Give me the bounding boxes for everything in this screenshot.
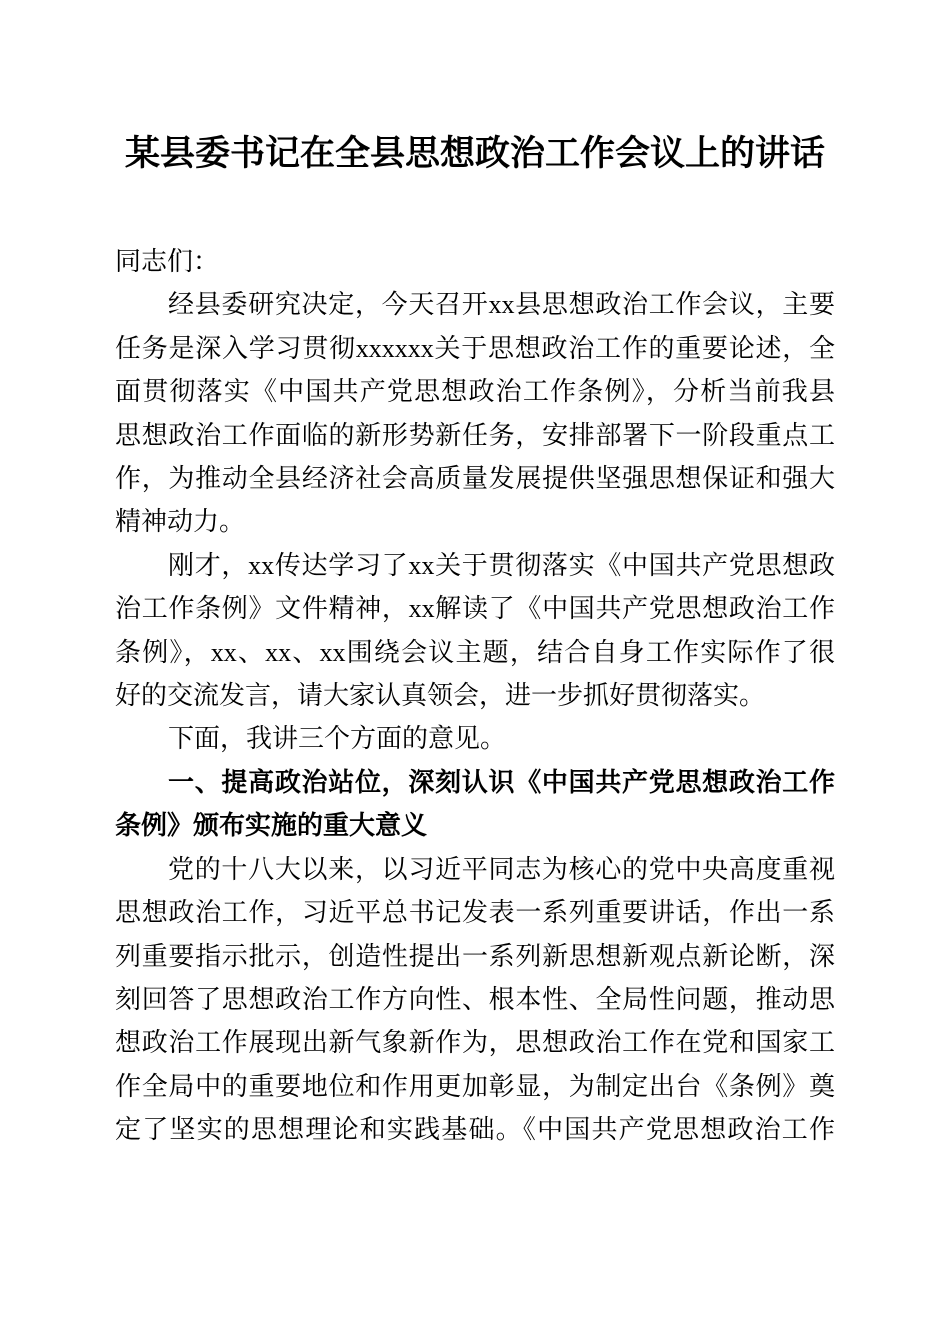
document-title: 某县委书记在全县思想政治工作会议上的讲话 [124, 134, 825, 173]
body-line: 刚才，xx传达学习了xx关于贯彻落实《中国共产党思想政 [168, 550, 835, 580]
body-line: 条例》，xx、xx、xx围绕会议主题，结合自身工作实际作了很 [115, 637, 835, 667]
body-line: 作，为推动全县经济社会高质量发展提供坚强思想保证和强大 [115, 464, 835, 494]
body-line: 任务是深入学习贯彻xxxxxx关于思想政治工作的重要论述，全 [115, 333, 835, 363]
body-line: 思想政治工作面临的新形势新任务，安排部署下一阶段重点工 [115, 420, 835, 450]
salutation: 同志们： [115, 247, 220, 276]
body-line: 作全局中的重要地位和作用更加彰显，为制定出台《条例》奠 [115, 1071, 835, 1101]
body-line: 列重要指示批示，创造性提出一系列新思想新观点新论断，深 [115, 941, 835, 971]
body-line: 刻回答了思想政治工作方向性、根本性、全局性问题，推动思 [115, 984, 835, 1014]
body-line: 下面，我讲三个方面的意见。 [168, 724, 507, 754]
section-1-heading-line-2: 条例》颁布实施的重大意义 [115, 810, 428, 841]
body-line: 好的交流发言，请大家认真领会，进一步抓好贯彻落实。 [115, 681, 766, 711]
body-line: 想政治工作展现出新气象新作为，思想政治工作在党和国家工 [115, 1028, 835, 1058]
body-line: 经县委研究决定，今天召开xx县思想政治工作会议，主要 [168, 290, 835, 320]
section-1-heading-line-1: 一、提高政治站位，深刻认识《中国共产党思想政治工作 [168, 766, 835, 797]
body-line: 面贯彻落实《中国共产党思想政治工作条例》，分析当前我县 [115, 377, 835, 407]
body-line: 定了坚实的思想理论和实践基础。《中国共产党思想政治工作 [115, 1115, 835, 1145]
body-line: 思想政治工作，习近平总书记发表一系列重要讲话，作出一系 [115, 898, 835, 928]
body-line: 精神动力。 [115, 507, 246, 537]
body-line: 党的十八大以来，以习近平同志为核心的党中央高度重视 [168, 854, 835, 884]
document-body [115, 240, 835, 1152]
body-line: 治工作条例》文件精神，xx解读了《中国共产党思想政治工作 [115, 594, 835, 624]
